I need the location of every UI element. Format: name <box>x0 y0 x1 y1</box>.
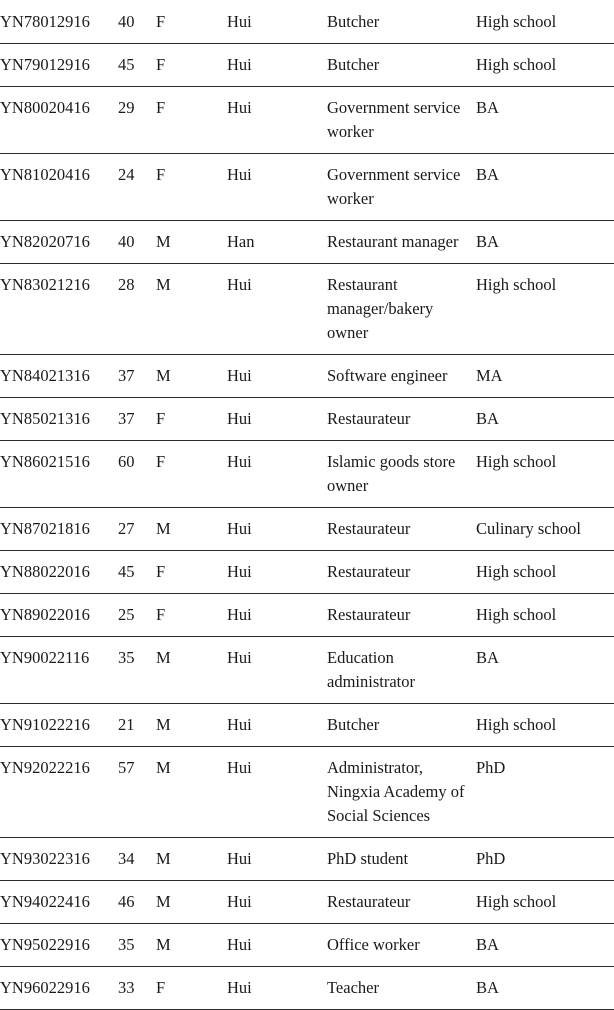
ethnicity-cell: Han <box>227 232 255 251</box>
occupation-cell: Butcher <box>327 715 380 734</box>
table-row <box>0 838 614 881</box>
age-cell: 34 <box>118 849 135 868</box>
ethnicity-cell: Hui <box>227 715 252 734</box>
sex-cell: F <box>156 55 166 74</box>
ethnicity-cell: Hui <box>227 648 252 667</box>
education-cell: High school <box>476 55 557 74</box>
interviewee-id-cell: YN82020716 <box>0 232 90 251</box>
occupation-cell: Government service worker <box>327 98 461 141</box>
age-cell: 46 <box>118 892 135 911</box>
table-row <box>0 747 614 838</box>
occupation-cell: Restaurant manager/bakery owner <box>327 275 434 342</box>
interviewee-id-cell: YN86021516 <box>0 452 90 471</box>
interviewee-id-cell: YN83021216 <box>0 275 90 294</box>
table-row <box>0 0 614 44</box>
occupation-cell: PhD student <box>327 849 409 868</box>
education-cell: Culinary school <box>476 519 581 538</box>
age-cell: 45 <box>118 562 135 581</box>
table-row <box>0 44 614 87</box>
interviewee-id-cell: YN88022016 <box>0 562 90 581</box>
education-cell: BA <box>476 409 499 428</box>
sex-cell: F <box>156 452 166 471</box>
education-cell: High school <box>476 12 557 31</box>
occupation-cell: Office worker <box>327 935 420 954</box>
sex-cell: M <box>156 758 171 777</box>
ethnicity-cell: Hui <box>227 275 252 294</box>
age-cell: 33 <box>118 978 135 997</box>
occupation-cell: Teacher <box>327 978 379 997</box>
sex-cell: M <box>156 849 171 868</box>
ethnicity-cell: Hui <box>227 366 252 385</box>
table-row <box>0 441 614 508</box>
occupation-cell: Restaurant manager <box>327 232 459 251</box>
ethnicity-cell: Hui <box>227 98 252 117</box>
table-row <box>0 881 614 924</box>
table-row <box>0 924 614 967</box>
age-cell: 40 <box>118 232 135 251</box>
age-cell: 37 <box>118 366 135 385</box>
education-cell: High school <box>476 275 557 294</box>
education-cell: High school <box>476 562 557 581</box>
education-cell: BA <box>476 648 499 667</box>
education-cell: High school <box>476 605 557 624</box>
occupation-cell: Restaurateur <box>327 562 411 581</box>
sex-cell: M <box>156 715 171 734</box>
ethnicity-cell: Hui <box>227 519 252 538</box>
sex-cell: F <box>156 409 166 428</box>
age-cell: 24 <box>118 165 135 184</box>
table-row <box>0 551 614 594</box>
occupation-cell: Software engineer <box>327 366 448 385</box>
ethnicity-cell: Hui <box>227 935 252 954</box>
interviewee-id-cell: YN89022016 <box>0 605 90 624</box>
interviewee-id-cell: YN95022916 <box>0 935 90 954</box>
education-cell: PhD <box>476 849 506 868</box>
age-cell: 60 <box>118 452 135 471</box>
education-cell: BA <box>476 232 499 251</box>
ethnicity-cell: Hui <box>227 165 252 184</box>
sex-cell: F <box>156 165 166 184</box>
education-cell: High school <box>476 715 557 734</box>
education-cell: BA <box>476 935 499 954</box>
occupation-cell: Government service worker <box>327 165 461 208</box>
sex-cell: M <box>156 232 171 251</box>
ethnicity-cell: Hui <box>227 12 252 31</box>
age-cell: 25 <box>118 605 135 624</box>
age-cell: 45 <box>118 55 135 74</box>
interviewee-id-cell: YN81020416 <box>0 165 90 184</box>
table-row <box>0 87 614 154</box>
table-row <box>0 355 614 398</box>
table-row <box>0 398 614 441</box>
education-cell: High school <box>476 892 557 911</box>
occupation-cell: Butcher <box>327 12 380 31</box>
table-row <box>0 154 614 221</box>
interviewee-id-cell: YN78012916 <box>0 12 90 31</box>
table-row <box>0 508 614 551</box>
table-row <box>0 221 614 264</box>
age-cell: 35 <box>118 935 135 954</box>
table-row <box>0 704 614 747</box>
interviewee-id-cell: YN85021316 <box>0 409 90 428</box>
table-row <box>0 594 614 637</box>
occupation-cell: Islamic goods store owner <box>327 452 456 495</box>
interviewee-id-cell: YN84021316 <box>0 366 90 385</box>
ethnicity-cell: Hui <box>227 409 252 428</box>
education-cell: BA <box>476 978 499 997</box>
education-cell: BA <box>476 165 499 184</box>
interviewee-id-cell: YN96022916 <box>0 978 90 997</box>
interviewee-id-cell: YN94022416 <box>0 892 90 911</box>
sex-cell: M <box>156 366 171 385</box>
age-cell: 28 <box>118 275 135 294</box>
ethnicity-cell: Hui <box>227 978 252 997</box>
education-cell: MA <box>476 366 503 385</box>
age-cell: 27 <box>118 519 135 538</box>
interviewee-id-cell: YN93022316 <box>0 849 90 868</box>
interviewee-id-cell: YN87021816 <box>0 519 90 538</box>
sex-cell: F <box>156 562 166 581</box>
sex-cell: M <box>156 519 171 538</box>
occupation-cell: Restaurateur <box>327 519 411 538</box>
occupation-cell: Education administrator <box>327 648 415 691</box>
sex-cell: F <box>156 12 166 31</box>
ethnicity-cell: Hui <box>227 562 252 581</box>
age-cell: 37 <box>118 409 135 428</box>
ethnicity-cell: Hui <box>227 55 252 74</box>
age-cell: 57 <box>118 758 135 777</box>
sex-cell: M <box>156 275 171 294</box>
interviewee-id-cell: YN90022116 <box>0 648 90 667</box>
sex-cell: F <box>156 978 166 997</box>
education-cell: PhD <box>476 758 506 777</box>
occupation-cell: Restaurateur <box>327 892 411 911</box>
occupation-cell: Restaurateur <box>327 409 411 428</box>
ethnicity-cell: Hui <box>227 892 252 911</box>
ethnicity-cell: Hui <box>227 605 252 624</box>
sex-cell: M <box>156 935 171 954</box>
occupation-cell: Administrator, Ningxia Academy of Social Sciences <box>327 758 465 825</box>
ethnicity-cell: Hui <box>227 758 252 777</box>
occupation-cell: Restaurateur <box>327 605 411 624</box>
age-cell: 35 <box>118 648 135 667</box>
education-cell: High school <box>476 452 557 471</box>
ethnicity-cell: Hui <box>227 849 252 868</box>
education-cell: BA <box>476 98 499 117</box>
age-cell: 40 <box>118 12 135 31</box>
age-cell: 29 <box>118 98 135 117</box>
interviewee-id-cell: YN79012916 <box>0 55 90 74</box>
sex-cell: M <box>156 648 171 667</box>
age-cell: 21 <box>118 715 135 734</box>
interviewee-id-cell: YN80020416 <box>0 98 90 117</box>
interviewee-id-cell: YN91022216 <box>0 715 90 734</box>
occupation-cell: Butcher <box>327 55 380 74</box>
sex-cell: M <box>156 892 171 911</box>
table-row <box>0 637 614 704</box>
table-row <box>0 967 614 1010</box>
sex-cell: F <box>156 98 166 117</box>
ethnicity-cell: Hui <box>227 452 252 471</box>
sex-cell: F <box>156 605 166 624</box>
table-row <box>0 264 614 355</box>
interviewee-id-cell: YN92022216 <box>0 758 90 777</box>
